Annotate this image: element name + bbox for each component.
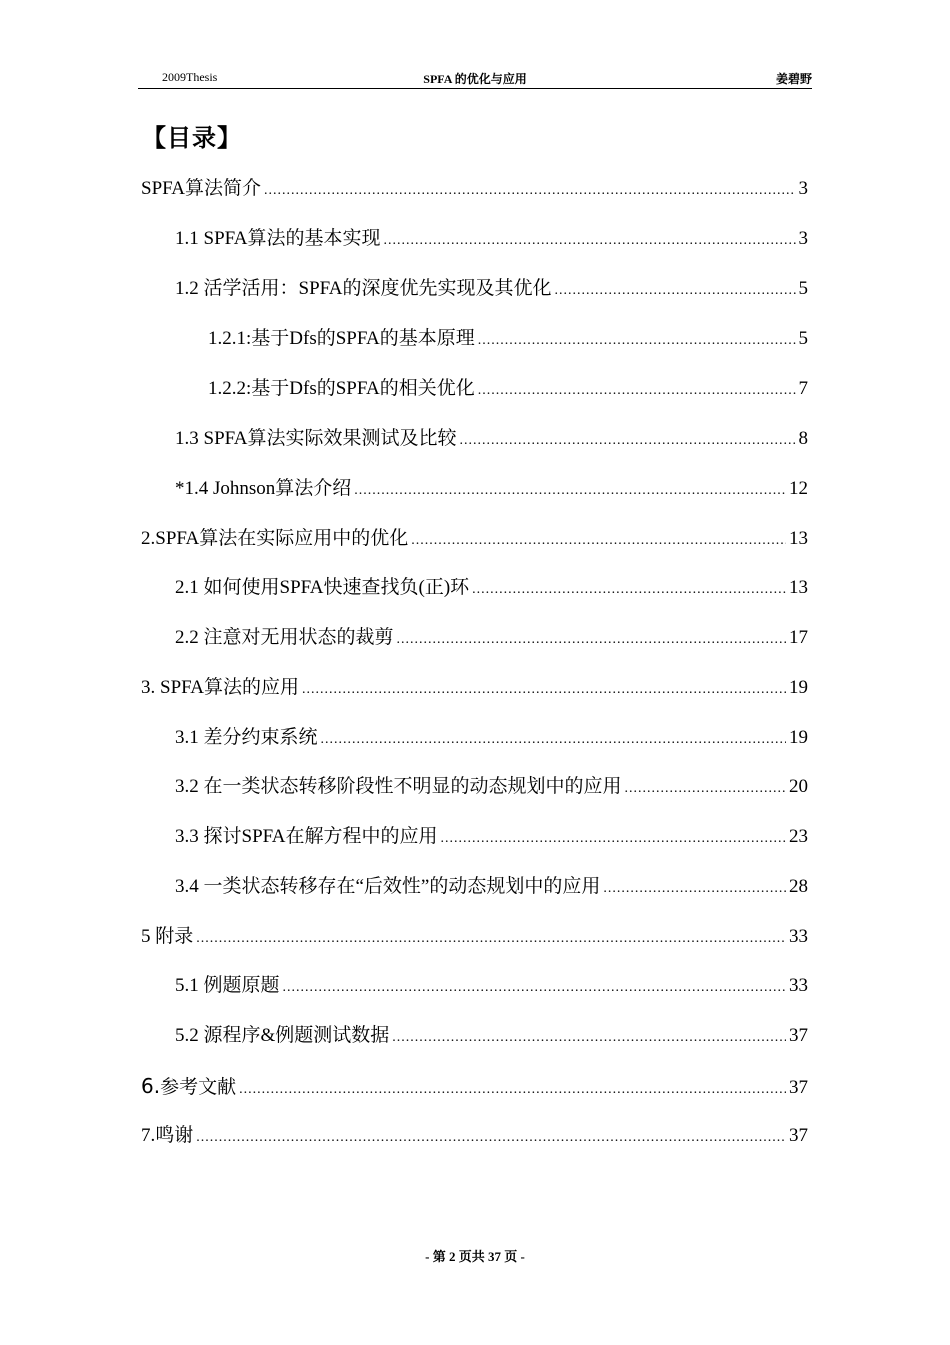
toc-dot-leader xyxy=(196,1124,786,1152)
toc-entry-page: 37 xyxy=(789,1125,808,1146)
toc-entry[interactable] xyxy=(175,225,808,253)
toc-dot-leader xyxy=(625,775,786,803)
toc-entry[interactable] xyxy=(141,674,808,702)
toc-dot-leader xyxy=(239,1076,786,1104)
toc-entry[interactable] xyxy=(141,923,808,951)
toc-entry-text: 5.2 源程序&例题测试数据 xyxy=(175,1025,390,1046)
toc-dot-leader xyxy=(411,527,786,555)
toc-entry-label xyxy=(141,674,299,702)
toc-entry-page: 23 xyxy=(789,826,808,847)
toc-entry-label xyxy=(141,1072,236,1102)
toc-entry-label xyxy=(175,873,600,901)
toc-heading: 【目录】 xyxy=(142,124,242,152)
toc-entry-page: 7 xyxy=(798,378,808,399)
toc-entry-page: 19 xyxy=(789,677,808,698)
toc-entry-label xyxy=(175,475,351,503)
toc-entry-text: SPFA算法简介 xyxy=(141,178,262,199)
toc-entry-page: 13 xyxy=(789,577,808,598)
toc-entry[interactable] xyxy=(175,1022,808,1050)
toc-entry-label xyxy=(208,375,475,403)
toc-entry-page: 33 xyxy=(789,926,808,947)
header-left-text: 2009Thesis xyxy=(162,70,218,84)
toc-entry-label xyxy=(175,225,381,253)
toc-entry-label xyxy=(175,1022,389,1050)
toc-dot-leader xyxy=(283,974,786,1002)
toc-entry-text: 2.2 注意对无用状态的裁剪 xyxy=(175,627,394,648)
page-footer: - 第 2 页共 37 页 - xyxy=(425,1249,525,1264)
toc-entry-label xyxy=(175,624,394,652)
toc-entry-page: 5 xyxy=(798,278,808,299)
toc-dot-leader xyxy=(321,726,786,754)
toc-dot-leader xyxy=(441,825,786,853)
toc-entry[interactable] xyxy=(208,375,808,403)
toc-dot-leader xyxy=(478,327,796,355)
toc-entry-page: 3 xyxy=(798,228,808,249)
toc-entry-label xyxy=(175,425,457,453)
toc-entry-label xyxy=(141,175,261,203)
toc-entry[interactable] xyxy=(175,624,808,652)
toc-entry[interactable] xyxy=(141,1072,808,1100)
toc-entry-text: *1.4 Johnson算法介绍 xyxy=(175,478,352,499)
toc-entry-label xyxy=(208,325,475,353)
toc-dot-leader xyxy=(478,377,796,405)
toc-dot-leader xyxy=(460,427,796,455)
toc-entry-page: 19 xyxy=(789,727,808,748)
toc-dot-leader xyxy=(384,227,796,255)
toc-entry[interactable] xyxy=(175,425,808,453)
toc-entry-page: 37 xyxy=(789,1025,808,1046)
header-author: 姜碧野 xyxy=(775,72,812,86)
toc-entry-text: 5.1 例题原题 xyxy=(175,975,280,996)
toc-entry-text: 1.2.2:基于Dfs的SPFA的相关优化 xyxy=(208,378,475,399)
toc-entry-number: 6. xyxy=(141,1074,161,1098)
toc-entry-page: 33 xyxy=(789,975,808,996)
toc-entry-text: 3.2 在一类状态转移阶段性不明显的动态规划中的应用 xyxy=(175,776,622,797)
toc-dot-leader xyxy=(354,477,786,505)
toc-entry[interactable] xyxy=(175,574,808,602)
toc-entry[interactable] xyxy=(175,275,808,303)
toc-entry-label xyxy=(175,823,438,851)
toc-entry-page: 13 xyxy=(789,528,808,549)
toc-entry-text: 3. SPFA算法的应用 xyxy=(141,677,300,698)
toc-entry-label xyxy=(141,525,408,553)
toc-entry[interactable] xyxy=(175,873,808,901)
toc-entry-text: 2.1 如何使用SPFA快速查找负(正)环 xyxy=(175,577,470,598)
toc-entry-label xyxy=(141,1122,193,1150)
toc-entry[interactable] xyxy=(175,823,808,851)
toc-dot-leader xyxy=(555,277,796,305)
toc-dot-leader xyxy=(196,925,786,953)
toc-entry-page: 20 xyxy=(789,776,808,797)
toc-entry-label xyxy=(141,923,193,951)
toc-entry-text: 7.鸣谢 xyxy=(141,1125,194,1146)
toc-entry-label xyxy=(175,275,552,303)
toc-entry-text: 1.1 SPFA算法的基本实现 xyxy=(175,228,381,249)
toc-entry[interactable] xyxy=(175,475,808,503)
toc-entry-label xyxy=(175,773,622,801)
toc-entry[interactable] xyxy=(141,1122,808,1150)
toc-entry-text: 2.SPFA算法在实际应用中的优化 xyxy=(141,528,409,549)
toc-entry-label xyxy=(175,724,318,752)
header-title: SPFA 的优化与应用 xyxy=(423,72,527,86)
toc-entry[interactable] xyxy=(141,525,808,553)
toc-entry-text: 5 附录 xyxy=(141,926,194,947)
toc-entry-text: 3.3 探讨SPFA在解方程中的应用 xyxy=(175,826,438,847)
toc-dot-leader xyxy=(397,626,786,654)
page-header xyxy=(138,66,812,89)
toc-dot-leader xyxy=(392,1024,786,1052)
toc-entry-text: 参考文献 xyxy=(160,1077,237,1098)
toc-entry-text: 3.4 一类状态转移存在“后效性”的动态规划中的应用 xyxy=(175,876,601,897)
toc-entry[interactable] xyxy=(175,773,808,801)
toc-entry-page: 12 xyxy=(789,478,808,499)
toc-entry-text: 1.2.1:基于Dfs的SPFA的基本原理 xyxy=(208,328,475,349)
toc-entry-text: 1.2 活学活用：SPFA的深度优先实现及其优化 xyxy=(175,278,552,299)
toc-dot-leader xyxy=(603,875,786,903)
toc-dot-leader xyxy=(472,576,786,604)
toc-dot-leader xyxy=(302,676,786,704)
toc-entry[interactable] xyxy=(175,724,808,752)
toc-entry-page: 5 xyxy=(798,328,808,349)
toc-entry[interactable] xyxy=(141,175,808,203)
toc-entry-page: 17 xyxy=(789,627,808,648)
toc-entry-text: 3.1 差分约束系统 xyxy=(175,727,318,748)
toc-dot-leader xyxy=(264,177,795,205)
toc-entry-page: 28 xyxy=(789,876,808,897)
toc-entry[interactable] xyxy=(208,325,808,353)
toc-entry-label xyxy=(175,972,280,1000)
toc-entry-text: 1.3 SPFA算法实际效果测试及比较 xyxy=(175,428,457,449)
toc-entry[interactable] xyxy=(175,972,808,1000)
toc-entry-page: 37 xyxy=(789,1077,808,1098)
toc-entry-label xyxy=(175,574,469,602)
toc-entry-page: 8 xyxy=(798,428,808,449)
toc-entry-page: 3 xyxy=(798,178,808,199)
